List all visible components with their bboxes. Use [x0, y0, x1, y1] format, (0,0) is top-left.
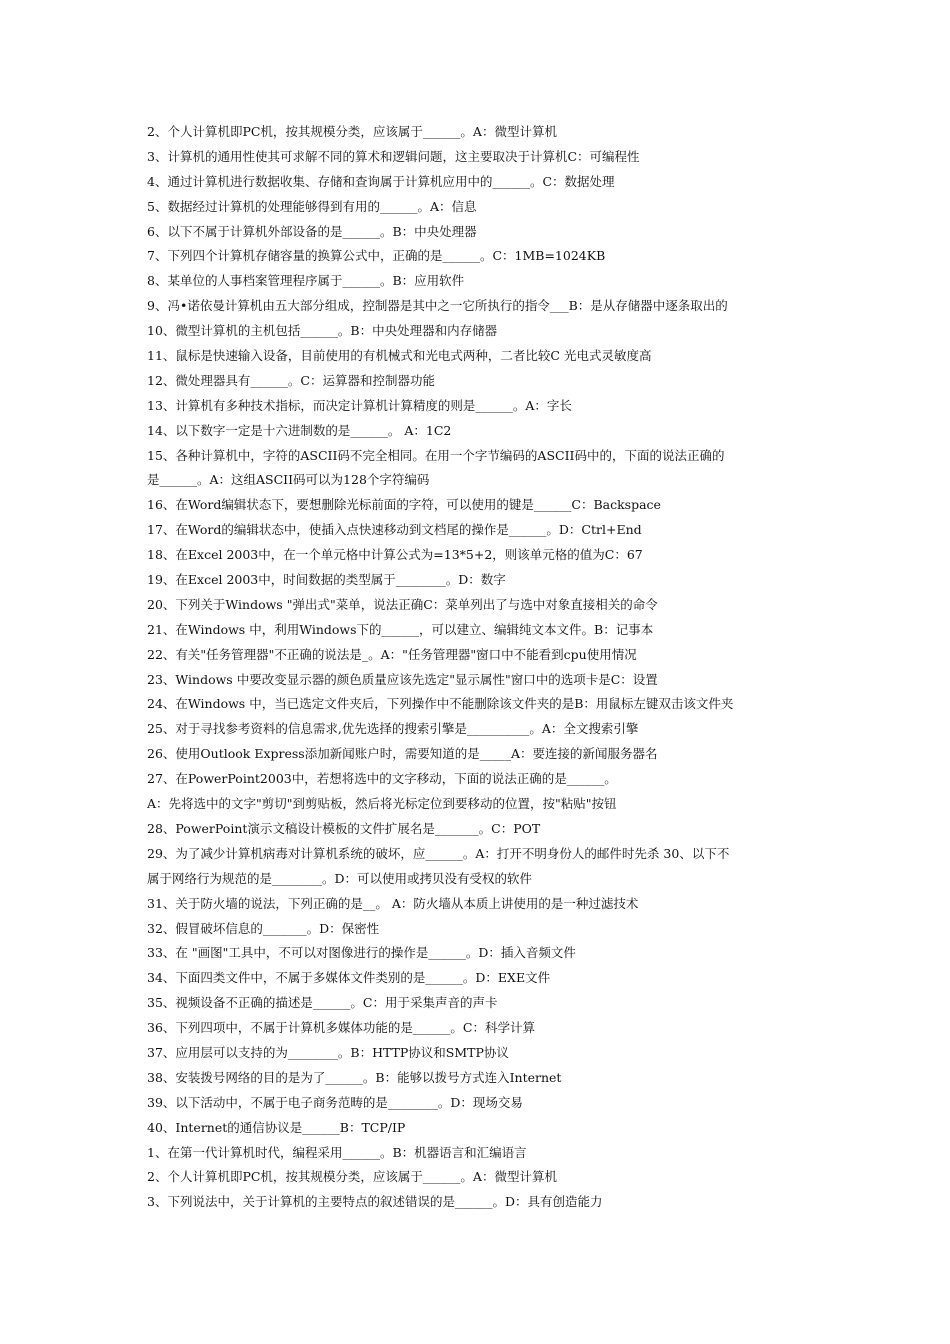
text-line: 9、冯•诺依曼计算机由五大部分组成，控制器是其中之一它所执行的指令___B：是从存储器中逐条取出的 — [147, 298, 728, 314]
text-line: 22、有关"任务管理器"不正确的说法是_。A："任务管理器"窗口中不能看到cpu使用情况 — [147, 646, 637, 662]
text-line: 1、在第一代计算机时代，编程采用______。B：机器语言和汇编语言 — [147, 1144, 527, 1160]
text-line: 18、在Excel 2003中，在一个单元格中计算公式为=13*5+2，则该单元格的值为C：67 — [147, 547, 643, 563]
text-line: 36、下列四项中，不属于计算机多媒体功能的是______。C：科学计算 — [147, 1020, 535, 1036]
text-line: 5、数据经过计算机的处理能够得到有用的______。A：信息 — [147, 198, 477, 214]
text-line: 33、在 "画图"工具中，不可以对图像进行的操作是______。D：插入音频文件 — [147, 945, 576, 961]
text-line: 2、个人计算机即PC机，按其规模分类，应该属于______。A：微型计算机 — [147, 1169, 557, 1185]
text-line: 3、下列说法中，关于计算机的主要特点的叙述错误的是______。D：具有创造能力 — [147, 1194, 603, 1210]
text-line: 21、在Windows 中，利用Windows下的______，可以建立、编辑纯文本文件。B：记事本 — [147, 621, 654, 637]
text-line: 32、假冒破坏信息的_______。D：保密性 — [147, 920, 380, 936]
text-line: 14、以下数字一定是十六进制数的是______。 A：1C2 — [147, 422, 452, 438]
text-line: 28、PowerPoint演示文稿设计模板的文件扩展名是_______。C：POT — [147, 820, 541, 836]
question-list — [147, 120, 815, 1215]
text-line: 是______。A：这组ASCII码可以为128个字符编码 — [147, 472, 430, 488]
text-line: 16、在Word编辑状态下，要想删除光标前面的字符，可以使用的键是______C：Backspace — [147, 497, 661, 513]
text-line: 39、以下活动中，不属于电子商务范畴的是________。D：现场交易 — [147, 1094, 523, 1110]
text-line: 19、在Excel 2003中，时间数据的类型属于________。D：数字 — [147, 572, 506, 588]
text-line: 20、下列关于Windows "弹出式"菜单，说法正确C：菜单列出了与选中对象直接相关的命令 — [147, 596, 658, 612]
text-line: 10、微型计算机的主机包括______。B：中央处理器和内存储器 — [147, 323, 498, 339]
text-line: 23、Windows 中要改变显示器的颜色质量应该先选定"显示属性"窗口中的选项卡是C：设置 — [147, 671, 658, 687]
text-line: 7、下列四个计算机存储容量的换算公式中，正确的是______。C：1MB=1024KB — [147, 248, 606, 264]
text-line: 4、通过计算机进行数据收集、存储和查询属于计算机应用中的______。C：数据处理 — [147, 173, 615, 189]
text-line: 34、下面四类文件中，不属于多媒体文件类别的是______。D：EXE文件 — [147, 970, 551, 986]
text-line: 27、在PowerPoint2003中，若想将选中的文字移动，下面的说法正确的是______。 — [147, 771, 617, 787]
text-line: 35、视频设备不正确的描述是______。C：用于采集声音的声卡 — [147, 995, 498, 1011]
text-line: 属于网络行为规范的是________。D：可以使用或拷贝没有受权的软件 — [147, 870, 533, 886]
text-line: 25、对于寻找参考资料的信息需求,优先选择的搜索引擎是__________。A：全文搜索引擎 — [147, 721, 639, 737]
text-line: 17、在Word的编辑状态中，使插入点快速移动到文档尾的操作是______。D：Ctrl+End — [147, 522, 642, 538]
text-line: 3、计算机的通用性使其可求解不同的算术和逻辑问题，这主要取决于计算机C：可编程性 — [147, 148, 640, 164]
text-line: 15、各种计算机中，字符的ASCII码不完全相同。在用一个字节编码的ASCII码中的，下面的说法正确的 — [147, 447, 725, 463]
text-line: 37、应用层可以支持的为________。B：HTTP协议和SMTP协议 — [147, 1044, 509, 1060]
text-line: 12、微处理器具有______。C：运算器和控制器功能 — [147, 372, 435, 388]
text-line: 13、计算机有多种技术指标，而决定计算机计算精度的则是______。A：字长 — [147, 397, 572, 413]
text-line: 29、为了减少计算机病毒对计算机系统的破坏，应______。A：打开不明身份人的邮件时先杀 30、以下不 — [147, 845, 730, 861]
text-line: 24、在Windows 中，当已选定文件夹后，下列操作中不能删除该文件夹的是B：用鼠标左键双击该文件夹 — [147, 696, 734, 712]
text-line: 6、以下不属于计算机外部设备的是______。B：中央处理器 — [147, 223, 477, 239]
text-line: 31、关于防火墙的说法，下列正确的是__。 A：防火墙从本质上讲使用的是一种过滤技术 — [147, 895, 639, 911]
text-line: 38、安装拨号网络的目的是为了______。B：能够以拨号方式连入Internet — [147, 1069, 562, 1085]
text-line: 2、个人计算机即PC机，按其规模分类，应该属于______。A：微型计算机 — [147, 124, 557, 139]
text-line: 40、Internet的通信协议是______B：TCP/IP — [147, 1119, 406, 1135]
text-line: 8、某单位的人事档案管理程序属于______。B：应用软件 — [147, 273, 465, 289]
text-line: 26、使用Outlook Express添加新闻账户时，需要知道的是_____A：要连接的新闻服务器名 — [147, 746, 658, 762]
text-line: 11、鼠标是快速输入设备，目前使用的有机械式和光电式两种，二者比较C 光电式灵敏度高 — [147, 348, 652, 364]
text-line: A：先将选中的文字"剪切"到剪贴板，然后将光标定位到要移动的位置，按"粘贴"按钮 — [147, 796, 617, 812]
